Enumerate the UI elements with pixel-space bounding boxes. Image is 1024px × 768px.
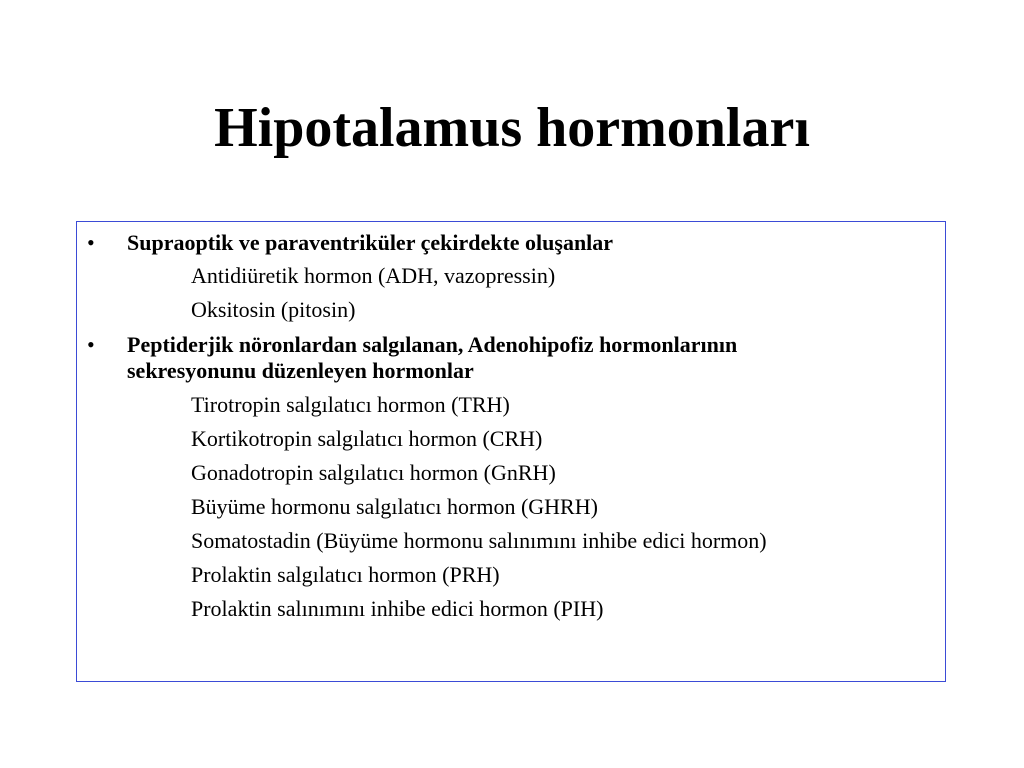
sub-item: Somatostadin (Büyüme hormonu salınımını inhibe edici hormon) [191, 528, 767, 553]
sub-item: Tirotropin salgılatıcı hormon (TRH) [191, 392, 510, 417]
sub-item: Oksitosin (pitosin) [191, 297, 356, 322]
bullet-heading: Supraoptik ve paraventriküler çekirdekte oluşanlar [127, 230, 614, 255]
bullet-icon: • [87, 230, 95, 255]
sub-item: Gonadotropin salgılatıcı hormon (GnRH) [191, 460, 556, 485]
sub-item: Prolaktin salınımını inhibe edici hormon (PIH) [191, 596, 604, 621]
content-box [76, 221, 946, 682]
sub-item: Antidiüretik hormon (ADH, vazopressin) [191, 263, 556, 288]
bullet-heading-line-2: sekresyonunu düzenleyen hormonlar [127, 358, 474, 383]
sub-item: Büyüme hormonu salgılatıcı hormon (GHRH) [191, 494, 598, 519]
bullet-icon: • [87, 332, 95, 357]
slide-title: Hipotalamus hormonları [214, 97, 810, 159]
bullet-heading-line-1: Peptiderjik nöronlardan salgılanan, Adenohipofiz hormonlarının [127, 332, 738, 357]
sub-item: Prolaktin salgılatıcı hormon (PRH) [191, 562, 500, 587]
sub-item: Kortikotropin salgılatıcı hormon (CRH) [191, 426, 543, 451]
